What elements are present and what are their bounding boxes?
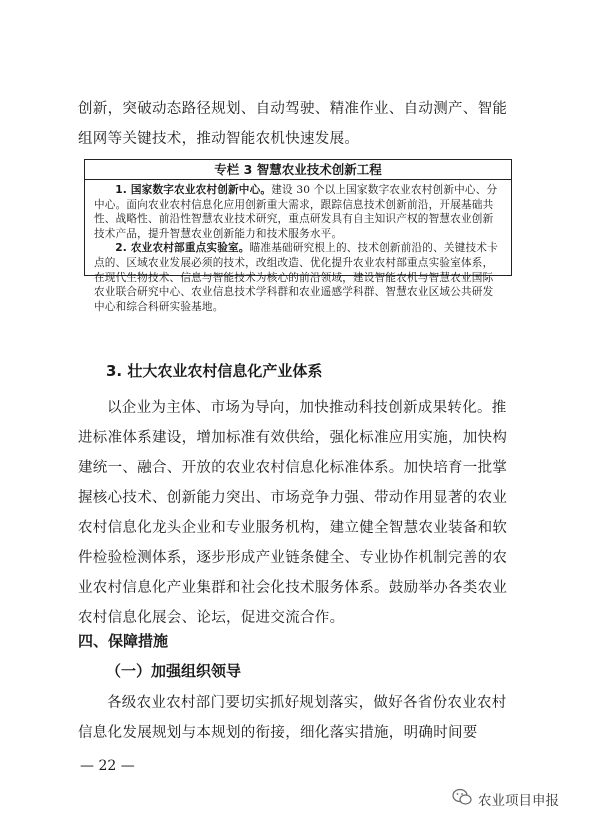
box-item-1-text: 建设 30 个以上国家数字农业农村创新中心、分中心。面向农业农村信息化应用创新重大需求，跟踪信息技术创新前沿，开展基础共性、战略性、前沿性智慧农业技术研究，重点研发具有自主知识产权的智慧农业创新技术产品，提升智慧农业创新能力和技术服务水平。 xyxy=(94,184,498,240)
box-item-2 xyxy=(94,241,503,314)
column-box-title: 专栏 3 智慧农业技术创新工程 xyxy=(85,160,511,180)
subsection-1-heading: （一）加强组织领导 xyxy=(106,662,242,680)
intro-paragraph: 创新，突破动态路径规划、自动驾驶、精准作业、自动测产、智能组网等关键技术，推动智能农机快速发展。 xyxy=(78,101,508,147)
column-box-body xyxy=(85,180,511,314)
section-3-heading: 3. 壮大农业农村信息化产业体系 xyxy=(106,362,323,380)
watermark-text: 农业项目申报 xyxy=(478,793,559,809)
watermark xyxy=(452,788,559,810)
wechat-icon xyxy=(452,788,472,810)
box-item-2-text: 瞄准基础研究根上的、技术创新前沿的、关键技术卡点的、区域农业发展必须的技术，改组改造、优化提升农业农村部重点实验室体系，在现代生物技术、信息与智能技术为核心的前沿领域，建设智能农机与智慧农业国际农业联合研究中心、农业信息技术学科群和农业遥感学科群、智慧农业区域公共研发中心和综合科研实验基地。 xyxy=(94,242,498,313)
box-item-1 xyxy=(94,183,503,241)
box-item-1-heading: 1. 国家数字农业农村创新中心。 xyxy=(115,184,272,196)
column-box xyxy=(84,159,512,313)
box-item-2-heading: 2. 农业农村部重点实验室。 xyxy=(115,242,250,255)
section-3-paragraph: 以企业为主体、市场为导向，加快推动科技创新成果转化。推进标准体系建设，增加标准有效供给，强化标准应用实施，加快构建统一、融合、开放的农业农村信息化标准体系。加快培育一批掌握核心技术、创新能力突出、市场竞争力强、带动作用显著的农业农村信息化龙头企业和专业服务机构，建立健全智慧农业装备和软件检验检测体系，逐步形成产业链条健全、专业协作机制完善的农业农村信息化产业集群和社会化技术服务体系。鼓励举办各类农业农村信息化展会、论坛，促进交流合作。 xyxy=(78,400,508,626)
section-4-heading: 四、保障措施 xyxy=(78,632,169,650)
page-number: — 22 — xyxy=(80,758,135,774)
subsection-1-paragraph: 各级农业农村部门要切实抓好规划落实，做好各省份农业农村信息化发展规划与本规划的衔接，细化落实措施，明确时间要 xyxy=(78,695,507,741)
